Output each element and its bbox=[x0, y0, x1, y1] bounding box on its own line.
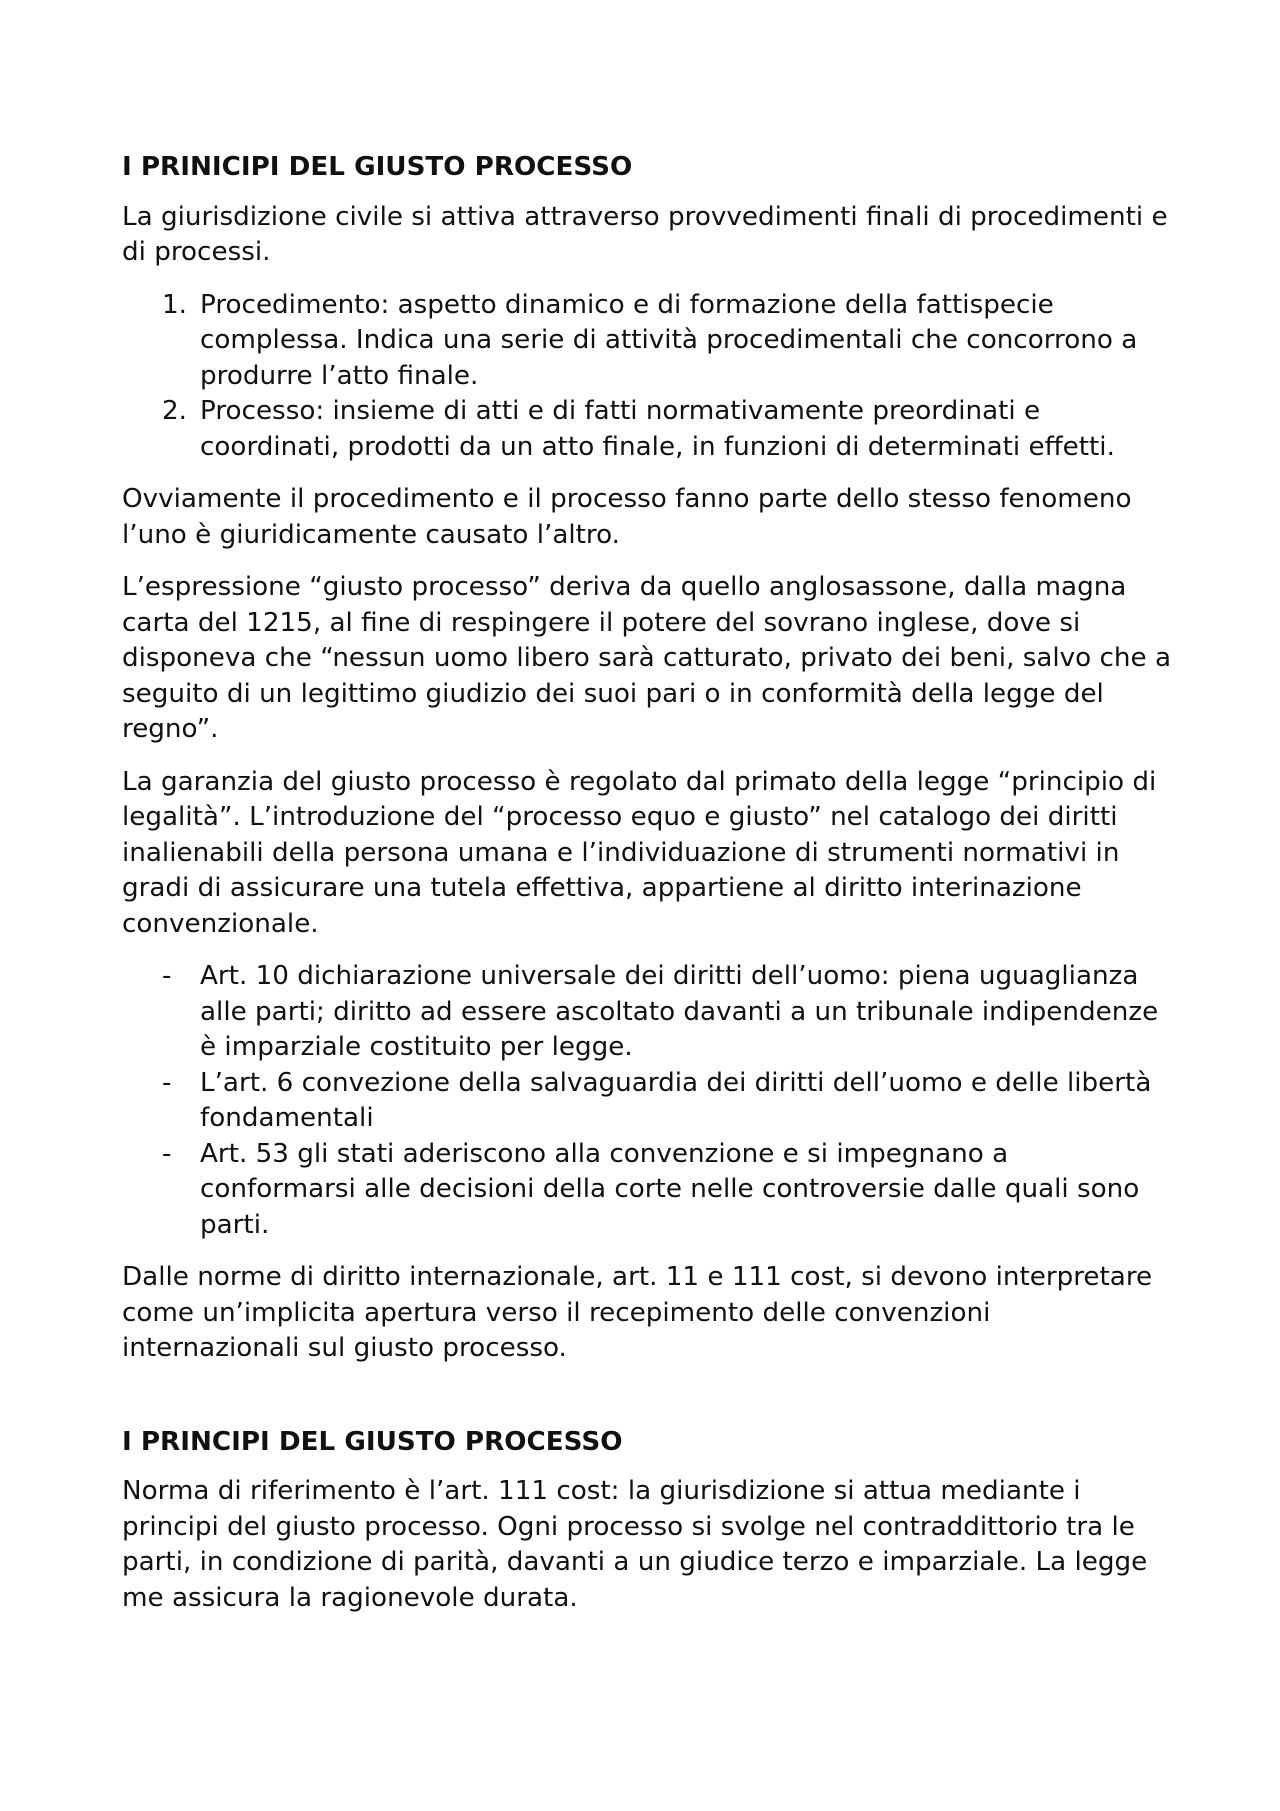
list-item-text: Processo: insieme di atti e di fatti normativamente preordinati e coordinati, prodotti da un atto finale, in funzioni di determinati effetti. bbox=[200, 396, 1115, 462]
paragraph-norme: Dalle norme di diritto internazionale, art. 11 e 111 cost, si devono interpretare come un’implicita apertura verso il recepimento delle convenzioni internazionali sul giusto processo. bbox=[122, 1262, 1153, 1363]
list-item bbox=[122, 1137, 1172, 1244]
list-item-text: Art. 10 dichiarazione universale dei diritti dell’uomo: piena uguaglianza alle parti; diritto ad essere ascoltato davanti a un tribunale indipendenze è imparziale costituito per legge. bbox=[200, 961, 1159, 1062]
list-marker: - bbox=[162, 961, 172, 991]
document-page bbox=[122, 150, 1172, 1633]
list-marker: - bbox=[162, 1138, 172, 1169]
list-item-text: L’art. 6 convezione della salvaguardia dei diritti dell’uomo e delle libertà fondamentali bbox=[200, 1067, 1152, 1133]
paragraph-garanzia: La garanzia del giusto processo è regolato dal primato della legge “principio di legalità”. L’introduzione del “processo equo e giusto” nel catalogo dei diritti inalienabili della persona umana e l’individuazione di strumenti normativi in gradi di assicurare una tutela effettiva, appartiene al diritto interinazione convenzionale. bbox=[122, 766, 1157, 939]
section-2-heading: I PRINCIPI DEL GIUSTO PROCESSO bbox=[122, 1426, 623, 1457]
list-marker: 2. bbox=[162, 396, 187, 426]
numbered-list bbox=[122, 288, 1172, 466]
list-item bbox=[122, 1066, 1172, 1137]
bullet-list bbox=[122, 959, 1172, 1243]
list-marker: 1. bbox=[162, 289, 187, 320]
paragraph-espressione: L’espressione “giusto processo” deriva da quello anglosassone, dalla magna carta del 1215, al fine di respingere il potere del sovrano inglese, dove si disponeva che “nessun uomo libero sarà catturato, privato dei beni, salvo che a seguito di un legittimo giudizio dei suoi pari o in conformità della legge del regno”. bbox=[122, 572, 1172, 744]
list-item-text: Procedimento: aspetto dinamico e di formazione della fattispecie complessa. Indica una serie di attività procedimentali che concorrono a produrre l’atto finale. bbox=[200, 289, 1138, 391]
list-item-text: Art. 53 gli stati aderiscono alla convenzione e si impegnano a conformarsi alle decisioni della corte nelle controversie dalle quali sono parti. bbox=[200, 1138, 1140, 1240]
section-2-paragraph: Norma di riferimento è l’art. 111 cost: la giurisdizione si attua mediante i principi del giusto processo. Ogni processo si svolge nel contraddittorio tra le parti, in condizione di parità, davanti a un giudice terzo e imparziale. La legge me assicura la ragionevole durata. bbox=[122, 1476, 1148, 1613]
paragraph-procedimento: Ovviamente il procedimento e il processo fanno parte dello stesso fenomeno l’uno è giuridicamente causato l’altro. bbox=[122, 484, 1132, 550]
list-item bbox=[122, 394, 1172, 465]
section-1-heading: I PRINICIPI DEL GIUSTO PROCESSO bbox=[122, 152, 633, 182]
list-marker: - bbox=[162, 1067, 172, 1098]
section-1-intro: La giurisdizione civile si attiva attraverso provvedimenti finali di procedimenti e di processi. bbox=[122, 201, 1168, 267]
list-item bbox=[122, 959, 1172, 1066]
list-item bbox=[122, 288, 1172, 395]
